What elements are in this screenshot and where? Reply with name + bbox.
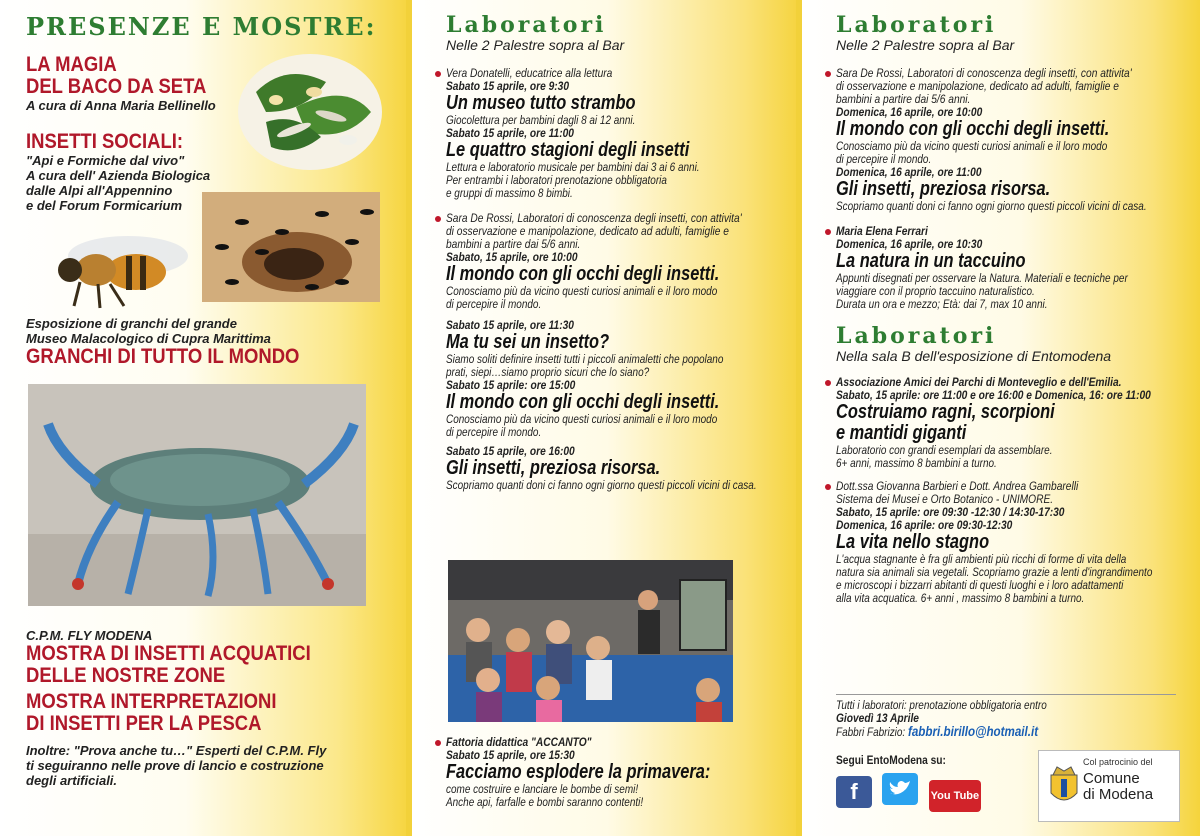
facebook-icon[interactable]: f xyxy=(836,776,872,808)
cpm-name: C.P.M. FLY MODENA xyxy=(26,628,153,643)
entry-when: Domenica, 16 aprile, ore 11:00 xyxy=(836,165,982,179)
entry-who: Sara De Rossi, Laboratori di conoscenza degli insetti, con attivita' xyxy=(836,66,1132,80)
contact-name: Fabbri Fabrizio: xyxy=(836,725,906,739)
entry-desc: natura sia animali sia vegetali. Scopriamo grazie a lenti d'ingrandimento xyxy=(836,565,1153,579)
entry-title: Il mondo con gli occhi degli insetti. xyxy=(446,263,720,285)
entry-desc: come costruire e lanciare le bombe di semi! xyxy=(446,782,639,796)
bullet-icon xyxy=(825,484,831,490)
entry-title: Il mondo con gli occhi degli insetti. xyxy=(446,391,720,413)
entry-when: Sabato 15 aprile, ore 15:30 xyxy=(446,748,575,762)
booking-line-1: Tutti i laboratori: prenotazione obbligatoria entro xyxy=(836,698,1047,712)
granchi-title: GRANCHI DI TUTTO IL MONDO xyxy=(26,345,300,368)
left-panel xyxy=(0,0,412,836)
entry-when: Domenica, 16 aprile, ore 10:30 xyxy=(836,237,983,251)
entry-when: Domenica, 16 aprile, ore 10:00 xyxy=(836,105,983,119)
granchi-intro-2: Museo Malacologico di Cupra Marittima xyxy=(26,331,271,346)
entry-desc: e gruppi di massimo 8 bimbi. xyxy=(446,186,573,200)
presenze-header: PRESENZE E MOSTRE: xyxy=(26,12,377,41)
entry-desc: Conosciamo più da vicino questi curiosi animali e il loro modo xyxy=(836,139,1108,153)
entry-desc: 6+ anni, massimo 8 bambini a turno. xyxy=(836,456,997,470)
entry-when: Sabato, 15 aprile: ore 11:00 e ore 16:00 e Domenica, 16: ore 11:00 xyxy=(836,388,1151,402)
entry-desc: Scopriamo quanti doni ci fanno ogni giorno questi piccoli vicini di casa. xyxy=(836,199,1147,213)
inoltre-1: Inoltre: "Prova anche tu…" Esperti del C.P.M. Fly xyxy=(26,743,327,758)
entry-title: Le quattro stagioni degli insetti xyxy=(446,139,690,161)
entry-title: Costruiamo ragni, scorpioni xyxy=(836,401,1055,423)
entry-who: Fattoria didattica "ACCANTO" xyxy=(446,735,592,749)
middle-panel xyxy=(412,0,802,836)
entry-accanto xyxy=(446,736,768,809)
entry-desc: Durata un ora e mezzo; Età: dai 7, max 10 anni. xyxy=(836,297,1048,311)
entry-who: Dott.ssa Giovanna Barbieri e Dott. Andrea Gambarelli xyxy=(836,479,1079,493)
entry-unimore xyxy=(836,480,1190,605)
comune-label-2: di Modena xyxy=(1083,786,1154,803)
lab-sub-right: Nelle 2 Palestre sopra al Bar xyxy=(836,37,1015,53)
entry-who: Vera Donatelli, educatrice alla lettura xyxy=(446,66,613,80)
booking-line-3 xyxy=(836,725,1118,739)
insetti-credit-2: dalle Alpi all'Appennino xyxy=(26,183,173,198)
lab-header-middle: Laboratori xyxy=(446,12,607,38)
entry-desc: Giocolettura per bambini dagli 8 ai 12 anni. xyxy=(446,113,636,127)
mostra1-b: DELLE NOSTRE ZONE xyxy=(26,664,226,687)
twitter-icon[interactable] xyxy=(882,773,918,805)
entry-desc: e microscopi i bizzarri abitanti di questi luoghi e i loro adattamenti xyxy=(836,578,1124,592)
entry-title: Il mondo con gli occhi degli insetti. xyxy=(836,118,1110,140)
ants-photo xyxy=(202,192,380,302)
insetti-credit-3: e del Forum Formicarium xyxy=(26,198,183,213)
lab-sub-sala-b: Nella sala B dell'esposizione di Entomodena xyxy=(836,348,1112,364)
bullet-icon xyxy=(435,71,441,77)
baco-title-2: DEL BACO DA SETA xyxy=(26,75,207,98)
entry-title: Gli insetti, preziosa risorsa. xyxy=(446,457,661,479)
follow-label: Segui EntoModena su: xyxy=(836,753,946,767)
entry-title: e mantidi giganti xyxy=(836,422,967,444)
entry-title: La vita nello stagno xyxy=(836,531,990,553)
entry-desc: Anche api, farfalle e bombi saranno contenti! xyxy=(446,795,644,809)
right-panel xyxy=(802,0,1200,836)
entry-desc: Appunti disegnati per osservare la Natura. Materiali e tecniche per xyxy=(836,271,1128,285)
entry-desc: di percepire il mondo. xyxy=(446,297,542,311)
entry-desc: alla vita acquatica. 6+ anni , massimo 8 bambini a turno. xyxy=(836,591,1085,605)
entry-donatelli xyxy=(446,67,794,200)
entry-desc: Scopriamo quanti doni ci fanno ogni giorno questi piccoli vicini di casa. xyxy=(446,478,757,492)
entry-desc: di percepire il mondo. xyxy=(446,425,542,439)
bullet-icon xyxy=(435,740,441,746)
insetti-credit-1: A cura dell' Azienda Biologica xyxy=(26,168,211,183)
entry-who: Sistema dei Musei e Orto Botanico - UNIMORE. xyxy=(836,492,1054,506)
entry-desc: prati, siepi…siamo proprio sicuri che lo siano? xyxy=(446,365,650,379)
entry-when: Sabato 15 aprile, ore 11:30 xyxy=(446,318,574,332)
entry-title: Facciamo esplodere la primavera: xyxy=(446,761,711,783)
children-lab-photo xyxy=(448,560,733,722)
entry-desc: Laboratorio con grandi esemplari da assemblare. xyxy=(836,443,1053,457)
comune-label-1: Comune xyxy=(1083,770,1140,787)
youtube-icon[interactable]: You Tube xyxy=(929,780,981,812)
lab-header-right: Laboratori xyxy=(836,12,997,38)
entry-desc: L'acqua stagnante è fra gli ambienti più ricchi di forme di vita della xyxy=(836,552,1127,566)
bullet-icon xyxy=(825,229,831,235)
entry-when: Sabato 15 aprile, ore 16:00 xyxy=(446,444,575,458)
entry-when: Sabato 15 aprile: ore 15:00 xyxy=(446,378,576,392)
inoltre-2: ti seguiranno nelle prove di lancio e costruzione xyxy=(26,758,324,773)
entry-who: Maria Elena Ferrari xyxy=(836,224,928,238)
booking-line-2: Giovedì 13 Aprile xyxy=(836,711,919,725)
entry-when: Sabato 15 aprile, ore 9:30 xyxy=(446,79,570,93)
entry-title: Ma tu sei un insetto? xyxy=(446,331,610,353)
entry-ferrari xyxy=(836,225,1190,311)
lab-header-sala-b: Laboratori xyxy=(836,323,997,349)
entry-title: Gli insetti, preziosa risorsa. xyxy=(836,178,1051,200)
bee-photo xyxy=(40,214,190,310)
entry-desc: Per entrambi i laboratori prenotazione obbligatoria xyxy=(446,173,667,187)
baco-credit: A cura di Anna Maria Bellinello xyxy=(26,98,216,113)
patron-label: Col patrocinio del xyxy=(1083,757,1153,767)
entry-desc: di percepire il mondo. xyxy=(836,152,932,166)
entry-desc: viaggiare con il proprio taccuino naturalistico. xyxy=(836,284,1035,298)
insetti-title: INSETTI SOCIALI: xyxy=(26,130,184,153)
mostra2-a: MOSTRA INTERPRETAZIONI xyxy=(26,690,277,713)
bullet-icon xyxy=(825,380,831,386)
contact-email-link[interactable]: fabbri.birillo@hotmail.it xyxy=(907,723,1039,739)
silkworm-photo xyxy=(236,52,384,172)
entry-desc: Conosciamo più da vicino questi curiosi animali e il loro modo xyxy=(446,412,718,426)
entry-derossi-sunday xyxy=(836,67,1190,213)
entry-when: Sabato 15 aprile, ore 11:00 xyxy=(446,126,574,140)
comune-logo xyxy=(1038,750,1180,822)
entry-when: Sabato, 15 aprile, ore 10:00 xyxy=(446,250,578,264)
crab-photo xyxy=(28,384,366,606)
entry-who: bambini a partire dai 5/6 anni. xyxy=(446,237,581,251)
entry-who: Sara De Rossi, Laboratori di conoscenza degli insetti, con attivita' xyxy=(446,211,742,225)
entry-title: Un museo tutto strambo xyxy=(446,92,636,114)
entry-when: Domenica, 16 aprile: ore 09:30-12:30 xyxy=(836,518,1013,532)
coat-of-arms-icon xyxy=(1047,765,1081,809)
mostra2-b: DI INSETTI PER LA PESCA xyxy=(26,712,262,735)
entry-derossi xyxy=(446,212,794,492)
lab-sub-middle: Nelle 2 Palestre sopra al Bar xyxy=(446,37,625,53)
entry-who: bambini a partire dai 5/6 anni. xyxy=(836,92,971,106)
entry-desc: Lettura e laboratorio musicale per bambini dai 3 ai 6 anni. xyxy=(446,160,700,174)
baco-title-1: LA MAGIA xyxy=(26,53,117,76)
entry-amici-parchi xyxy=(836,376,1190,470)
entry-desc: Siamo soliti definire insetti tutti i piccoli animaletti che popolano xyxy=(446,352,724,366)
booking-note xyxy=(836,694,1176,739)
entry-when: Sabato, 15 aprile: ore 09:30 -12:30 / 14:30-17:30 xyxy=(836,505,1065,519)
bullet-icon xyxy=(825,71,831,77)
mostra1-a: MOSTRA DI INSETTI ACQUATICI xyxy=(26,642,311,665)
inoltre-3: degli artificiali. xyxy=(26,773,118,788)
insetti-sub: "Api e Formiche dal vivo" xyxy=(26,153,185,168)
entry-desc: Conosciamo più da vicino questi curiosi animali e il loro modo xyxy=(446,284,718,298)
granchi-intro-1: Esposizione di granchi del grande xyxy=(26,316,237,331)
entry-who: di osservazione e manipolazione, dedicato ad adulti, famiglie e xyxy=(446,224,729,238)
entry-who: Associazione Amici dei Parchi di Monteveglio e dell'Emilia. xyxy=(836,375,1122,389)
social-block xyxy=(836,754,987,812)
entry-title: La natura in un taccuino xyxy=(836,250,1026,272)
entry-who: di osservazione e manipolazione, dedicato ad adulti, famiglie e xyxy=(836,79,1119,93)
bullet-icon xyxy=(435,216,441,222)
